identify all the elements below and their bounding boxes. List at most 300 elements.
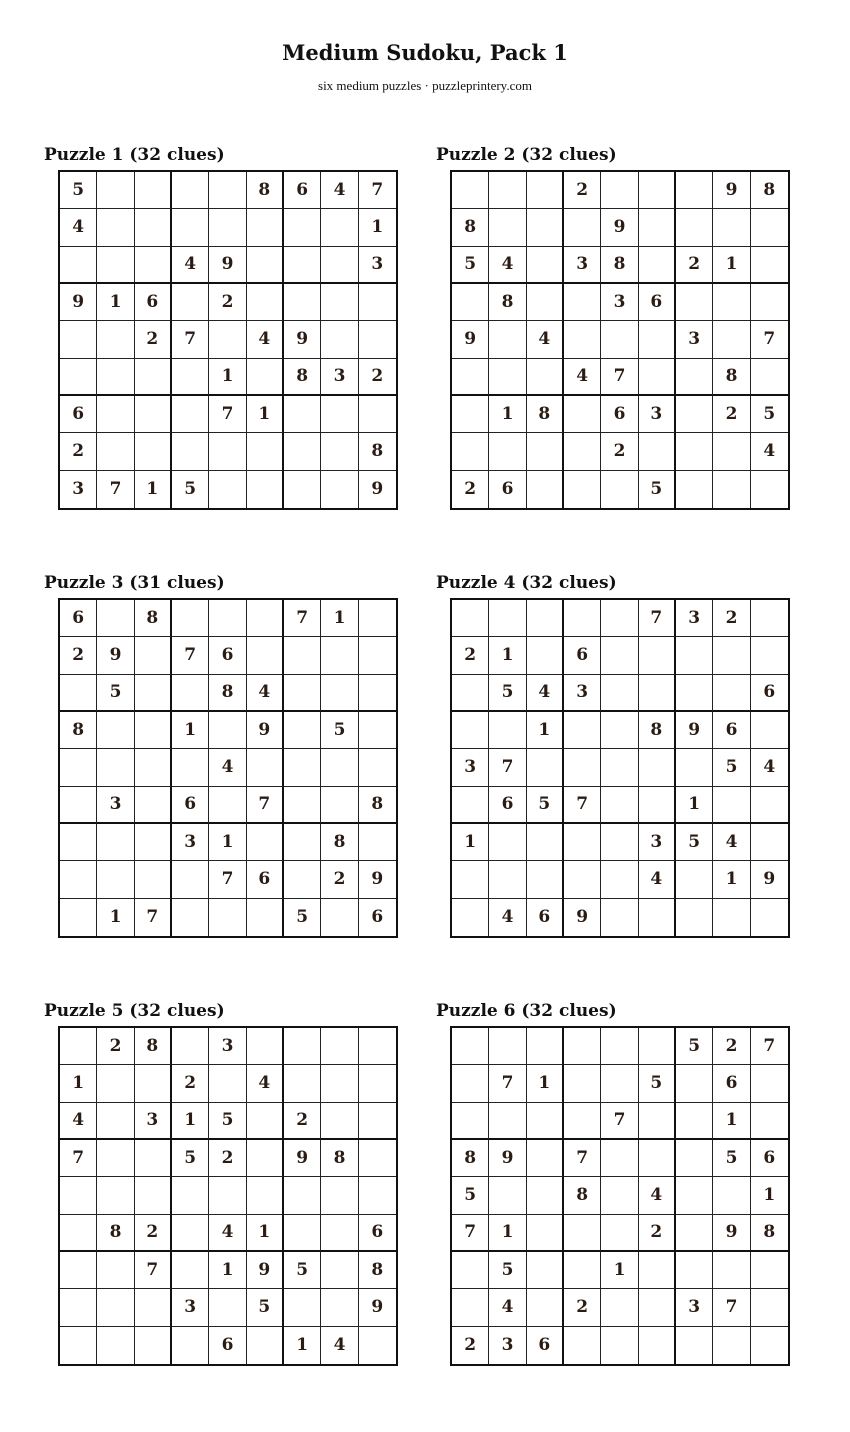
sudoku-cell [247,899,284,936]
sudoku-cell: 1 [489,637,526,674]
sudoku-cell: 4 [60,1103,97,1140]
sudoku-cell [489,861,526,898]
sudoku-cell: 2 [564,1289,601,1326]
sudoku-cell [97,1289,134,1326]
sudoku-cell [452,787,489,824]
sudoku-grid [450,598,790,938]
sudoku-cell: 9 [564,899,601,936]
sudoku-cell: 4 [639,861,676,898]
sudoku-cell: 7 [751,1028,788,1065]
sudoku-cell [284,675,321,712]
sudoku-cell: 4 [751,749,788,786]
sudoku-cell [676,1252,713,1289]
sudoku-cell: 7 [209,396,246,433]
sudoku-cell [135,1289,172,1326]
sudoku-cell: 7 [247,787,284,824]
sudoku-cell [452,1065,489,1102]
sudoku-cell [713,637,750,674]
sudoku-cell [321,396,358,433]
sudoku-cell [601,471,638,508]
sudoku-cell [209,321,246,358]
sudoku-cell [247,471,284,508]
sudoku-cell: 9 [359,861,396,898]
sudoku-cell [284,1028,321,1065]
sudoku-cell [601,1028,638,1065]
sudoku-cell [639,787,676,824]
sudoku-cell: 1 [527,712,564,749]
sudoku-cell [676,637,713,674]
sudoku-cell [601,600,638,637]
sudoku-cell [601,675,638,712]
sudoku-cell: 3 [601,284,638,321]
sudoku-cell: 3 [135,1103,172,1140]
sudoku-cell [284,1065,321,1102]
sudoku-cell: 9 [60,284,97,321]
sudoku-cell [135,861,172,898]
sudoku-cell: 3 [172,1289,209,1326]
sudoku-cell: 2 [284,1103,321,1140]
sudoku-cell: 4 [247,321,284,358]
sudoku-cell [321,209,358,246]
sudoku-cell [97,359,134,396]
sudoku-cell: 5 [60,172,97,209]
sudoku-cell: 7 [601,359,638,396]
sudoku-cell [564,1215,601,1252]
sudoku-cell: 2 [564,172,601,209]
sudoku-cell: 6 [489,471,526,508]
sudoku-cell: 9 [209,247,246,284]
sudoku-cell: 9 [247,1252,284,1289]
sudoku-cell [601,1327,638,1364]
sudoku-cell: 8 [209,675,246,712]
sudoku-cell: 6 [135,284,172,321]
sudoku-cell: 3 [676,321,713,358]
sudoku-cell [452,1028,489,1065]
sudoku-cell [284,247,321,284]
sudoku-cell: 6 [713,712,750,749]
sudoku-cell [172,1252,209,1289]
sudoku-cell: 5 [713,1140,750,1177]
sudoku-cell [60,321,97,358]
sudoku-cell [713,209,750,246]
sudoku-cell [564,1065,601,1102]
sudoku-cell: 8 [527,396,564,433]
sudoku-cell [284,749,321,786]
sudoku-cell: 5 [676,824,713,861]
sudoku-cell: 6 [172,787,209,824]
sudoku-cell [452,172,489,209]
sudoku-cell [60,787,97,824]
sudoku-cell: 8 [639,712,676,749]
sudoku-cell: 7 [452,1215,489,1252]
sudoku-cell [60,1215,97,1252]
sudoku-cell [135,1140,172,1177]
sudoku-cell [452,359,489,396]
sudoku-cell: 5 [97,675,134,712]
sudoku-cell [527,172,564,209]
sudoku-cell: 5 [489,1252,526,1289]
sudoku-cell: 4 [209,749,246,786]
sudoku-cell [97,1327,134,1364]
sudoku-cell: 7 [284,600,321,637]
sudoku-cell: 2 [97,1028,134,1065]
sudoku-cell [639,1028,676,1065]
sudoku-cell [135,1065,172,1102]
sudoku-cell [527,1177,564,1214]
sudoku-cell: 4 [489,899,526,936]
sudoku-cell [284,433,321,470]
sudoku-cell [713,284,750,321]
sudoku-cell [135,396,172,433]
sudoku-cell [713,1177,750,1214]
sudoku-cell: 1 [60,1065,97,1102]
sudoku-cell [321,433,358,470]
sudoku-cell: 6 [713,1065,750,1102]
sudoku-cell [639,749,676,786]
sudoku-cell [601,1177,638,1214]
sudoku-cell [284,1215,321,1252]
sudoku-cell: 1 [751,1177,788,1214]
sudoku-cell [564,1327,601,1364]
sudoku-cell: 1 [452,824,489,861]
sudoku-cell: 3 [564,675,601,712]
sudoku-cell: 1 [135,471,172,508]
sudoku-cell [135,712,172,749]
sudoku-cell: 8 [489,284,526,321]
sudoku-cell: 1 [676,787,713,824]
sudoku-cell: 9 [601,209,638,246]
sudoku-cell: 6 [751,675,788,712]
puzzle-heading: Puzzle 2 (32 clues) [436,145,617,165]
sudoku-cell [452,712,489,749]
sudoku-cell: 9 [284,321,321,358]
sudoku-cell [601,172,638,209]
sudoku-cell: 3 [321,359,358,396]
sudoku-cell [97,1065,134,1102]
sudoku-cell [97,712,134,749]
sudoku-cell [209,712,246,749]
sudoku-cell [172,600,209,637]
sudoku-cell: 1 [713,861,750,898]
sudoku-cell [359,712,396,749]
sudoku-cell: 2 [452,637,489,674]
sudoku-cell [97,1103,134,1140]
sudoku-cell [527,284,564,321]
sudoku-cell [751,637,788,674]
sudoku-cell [639,433,676,470]
sudoku-cell [601,712,638,749]
sudoku-cell [359,1140,396,1177]
sudoku-cell: 3 [639,824,676,861]
sudoku-cell: 8 [564,1177,601,1214]
sudoku-cell: 6 [527,899,564,936]
sudoku-cell [209,899,246,936]
sudoku-cell: 2 [135,321,172,358]
sudoku-cell [676,1140,713,1177]
sudoku-cell [452,861,489,898]
sudoku-cell [751,1065,788,1102]
sudoku-cell: 2 [135,1215,172,1252]
sudoku-cell [713,899,750,936]
sudoku-cell [527,749,564,786]
sudoku-cell: 3 [60,471,97,508]
sudoku-cell [713,1327,750,1364]
sudoku-cell [247,824,284,861]
sudoku-cell: 8 [713,359,750,396]
sudoku-cell [489,1028,526,1065]
sudoku-cell: 1 [172,1103,209,1140]
puzzle-heading: Puzzle 6 (32 clues) [436,1001,617,1021]
sudoku-cell [97,396,134,433]
sudoku-cell [172,433,209,470]
sudoku-cell: 7 [601,1103,638,1140]
sudoku-cell [247,1327,284,1364]
sudoku-cell [209,600,246,637]
sudoku-grid [58,170,398,510]
sudoku-cell [751,1252,788,1289]
sudoku-cell: 7 [172,637,209,674]
sudoku-cell: 2 [209,1140,246,1177]
sudoku-cell: 2 [713,1028,750,1065]
sudoku-cell [639,321,676,358]
sudoku-cell [135,637,172,674]
sudoku-cell [489,209,526,246]
sudoku-grid [58,1026,398,1366]
sudoku-cell: 5 [751,396,788,433]
sudoku-cell: 5 [247,1289,284,1326]
sudoku-cell [452,1103,489,1140]
sudoku-cell [527,861,564,898]
sudoku-cell [284,861,321,898]
sudoku-cell: 4 [247,1065,284,1102]
sudoku-cell [172,209,209,246]
sudoku-cell [321,675,358,712]
sudoku-cell [321,1177,358,1214]
sudoku-cell: 8 [359,1252,396,1289]
sudoku-cell [135,749,172,786]
sudoku-cell: 1 [209,1252,246,1289]
sudoku-cell [135,209,172,246]
sudoku-cell [321,637,358,674]
sudoku-cell [639,1140,676,1177]
sudoku-cell [359,675,396,712]
sudoku-cell [601,1065,638,1102]
sudoku-cell [284,471,321,508]
sudoku-cell [601,1289,638,1326]
sudoku-cell: 1 [209,359,246,396]
sudoku-cell [321,1065,358,1102]
sudoku-cell [639,637,676,674]
sudoku-cell: 6 [60,600,97,637]
sudoku-cell [639,899,676,936]
sudoku-cell [97,861,134,898]
sudoku-cell [751,359,788,396]
sudoku-cell: 7 [489,749,526,786]
sudoku-cell [209,209,246,246]
sudoku-cell [321,1103,358,1140]
sudoku-cell [489,433,526,470]
sudoku-cell [172,1028,209,1065]
sudoku-cell: 9 [489,1140,526,1177]
sudoku-cell: 5 [209,1103,246,1140]
sudoku-cell [527,1252,564,1289]
sudoku-cell: 6 [751,1140,788,1177]
sudoku-cell [676,359,713,396]
sudoku-cell [601,787,638,824]
sudoku-cell: 2 [209,284,246,321]
sudoku-cell [247,247,284,284]
sudoku-cell [60,247,97,284]
sudoku-cell [359,1028,396,1065]
sudoku-cell: 3 [359,247,396,284]
sudoku-cell: 6 [564,637,601,674]
sudoku-cell [172,1327,209,1364]
sudoku-cell [564,321,601,358]
sudoku-cell: 1 [209,824,246,861]
sudoku-cell: 5 [452,247,489,284]
sudoku-cell [452,396,489,433]
sudoku-cell: 3 [97,787,134,824]
sudoku-cell [284,824,321,861]
sudoku-cell [97,433,134,470]
sudoku-cell [751,787,788,824]
sudoku-cell [676,471,713,508]
sudoku-cell: 8 [452,1140,489,1177]
sudoku-cell: 3 [209,1028,246,1065]
sudoku-cell [639,1327,676,1364]
sudoku-cell [97,209,134,246]
sudoku-cell [527,1140,564,1177]
page-title: Medium Sudoku, Pack 1 [282,40,568,65]
sudoku-cell [284,1177,321,1214]
sudoku-cell: 2 [639,1215,676,1252]
sudoku-cell [60,749,97,786]
sudoku-cell: 5 [452,1177,489,1214]
sudoku-cell [60,1327,97,1364]
sudoku-cell [284,787,321,824]
sudoku-cell: 4 [489,1289,526,1326]
puzzle-heading: Puzzle 5 (32 clues) [44,1001,225,1021]
sudoku-cell [60,899,97,936]
sudoku-cell [676,1327,713,1364]
sudoku-cell [97,1177,134,1214]
sudoku-cell [489,321,526,358]
sudoku-cell [601,749,638,786]
sudoku-cell: 8 [751,172,788,209]
sudoku-cell [172,284,209,321]
sudoku-cell: 7 [172,321,209,358]
sudoku-cell [321,1215,358,1252]
sudoku-cell [97,172,134,209]
sudoku-cell: 1 [97,899,134,936]
sudoku-cell [209,1177,246,1214]
sudoku-cell [321,321,358,358]
sudoku-cell: 6 [284,172,321,209]
sudoku-cell [676,1215,713,1252]
sudoku-cell [564,396,601,433]
sudoku-cell: 2 [172,1065,209,1102]
sudoku-cell [639,1289,676,1326]
sudoku-cell [284,637,321,674]
sudoku-cell [321,247,358,284]
sudoku-cell [676,749,713,786]
sudoku-cell [172,675,209,712]
sudoku-cell: 8 [452,209,489,246]
sudoku-cell: 1 [284,1327,321,1364]
sudoku-cell: 2 [359,359,396,396]
sudoku-cell [359,824,396,861]
sudoku-cell [60,824,97,861]
sudoku-cell [172,172,209,209]
sudoku-cell [601,321,638,358]
sudoku-cell [489,359,526,396]
sudoku-cell: 5 [321,712,358,749]
sudoku-cell [135,824,172,861]
sudoku-cell [135,1327,172,1364]
sudoku-cell [172,359,209,396]
sudoku-cell [359,1177,396,1214]
sudoku-cell [209,172,246,209]
sudoku-cell [676,861,713,898]
sudoku-cell [751,899,788,936]
sudoku-cell: 9 [247,712,284,749]
sudoku-cell [321,787,358,824]
sudoku-cell [751,712,788,749]
sudoku-cell [97,600,134,637]
sudoku-cell: 7 [751,321,788,358]
sudoku-cell [60,861,97,898]
sudoku-cell [247,284,284,321]
sudoku-cell [676,172,713,209]
sudoku-cell: 4 [564,359,601,396]
sudoku-cell: 9 [713,172,750,209]
sudoku-cell: 9 [676,712,713,749]
sudoku-cell [209,471,246,508]
sudoku-cell [321,1028,358,1065]
sudoku-cell [452,600,489,637]
sudoku-cell [676,433,713,470]
sudoku-cell [321,471,358,508]
sudoku-cell: 3 [452,749,489,786]
sudoku-grid [450,1026,790,1366]
sudoku-cell: 2 [713,396,750,433]
sudoku-cell: 8 [284,359,321,396]
sudoku-cell [247,433,284,470]
sudoku-cell [489,172,526,209]
sudoku-cell [527,471,564,508]
sudoku-cell: 6 [601,396,638,433]
sudoku-cell [564,1252,601,1289]
page-subtitle: six medium puzzles · puzzleprintery.com [318,78,532,93]
sudoku-cell: 8 [359,787,396,824]
sudoku-cell [564,824,601,861]
sudoku-cell [713,675,750,712]
sudoku-cell [247,749,284,786]
sudoku-cell: 5 [284,1252,321,1289]
sudoku-cell [359,1065,396,1102]
sudoku-cell [452,1289,489,1326]
sudoku-cell [489,712,526,749]
sudoku-grid [58,598,398,938]
sudoku-cell [639,1103,676,1140]
sudoku-cell: 7 [564,1140,601,1177]
sudoku-cell: 2 [452,1327,489,1364]
sudoku-cell [564,1028,601,1065]
sudoku-cell: 8 [359,433,396,470]
sudoku-cell [601,637,638,674]
sudoku-cell: 7 [713,1289,750,1326]
sudoku-cell: 1 [247,1215,284,1252]
